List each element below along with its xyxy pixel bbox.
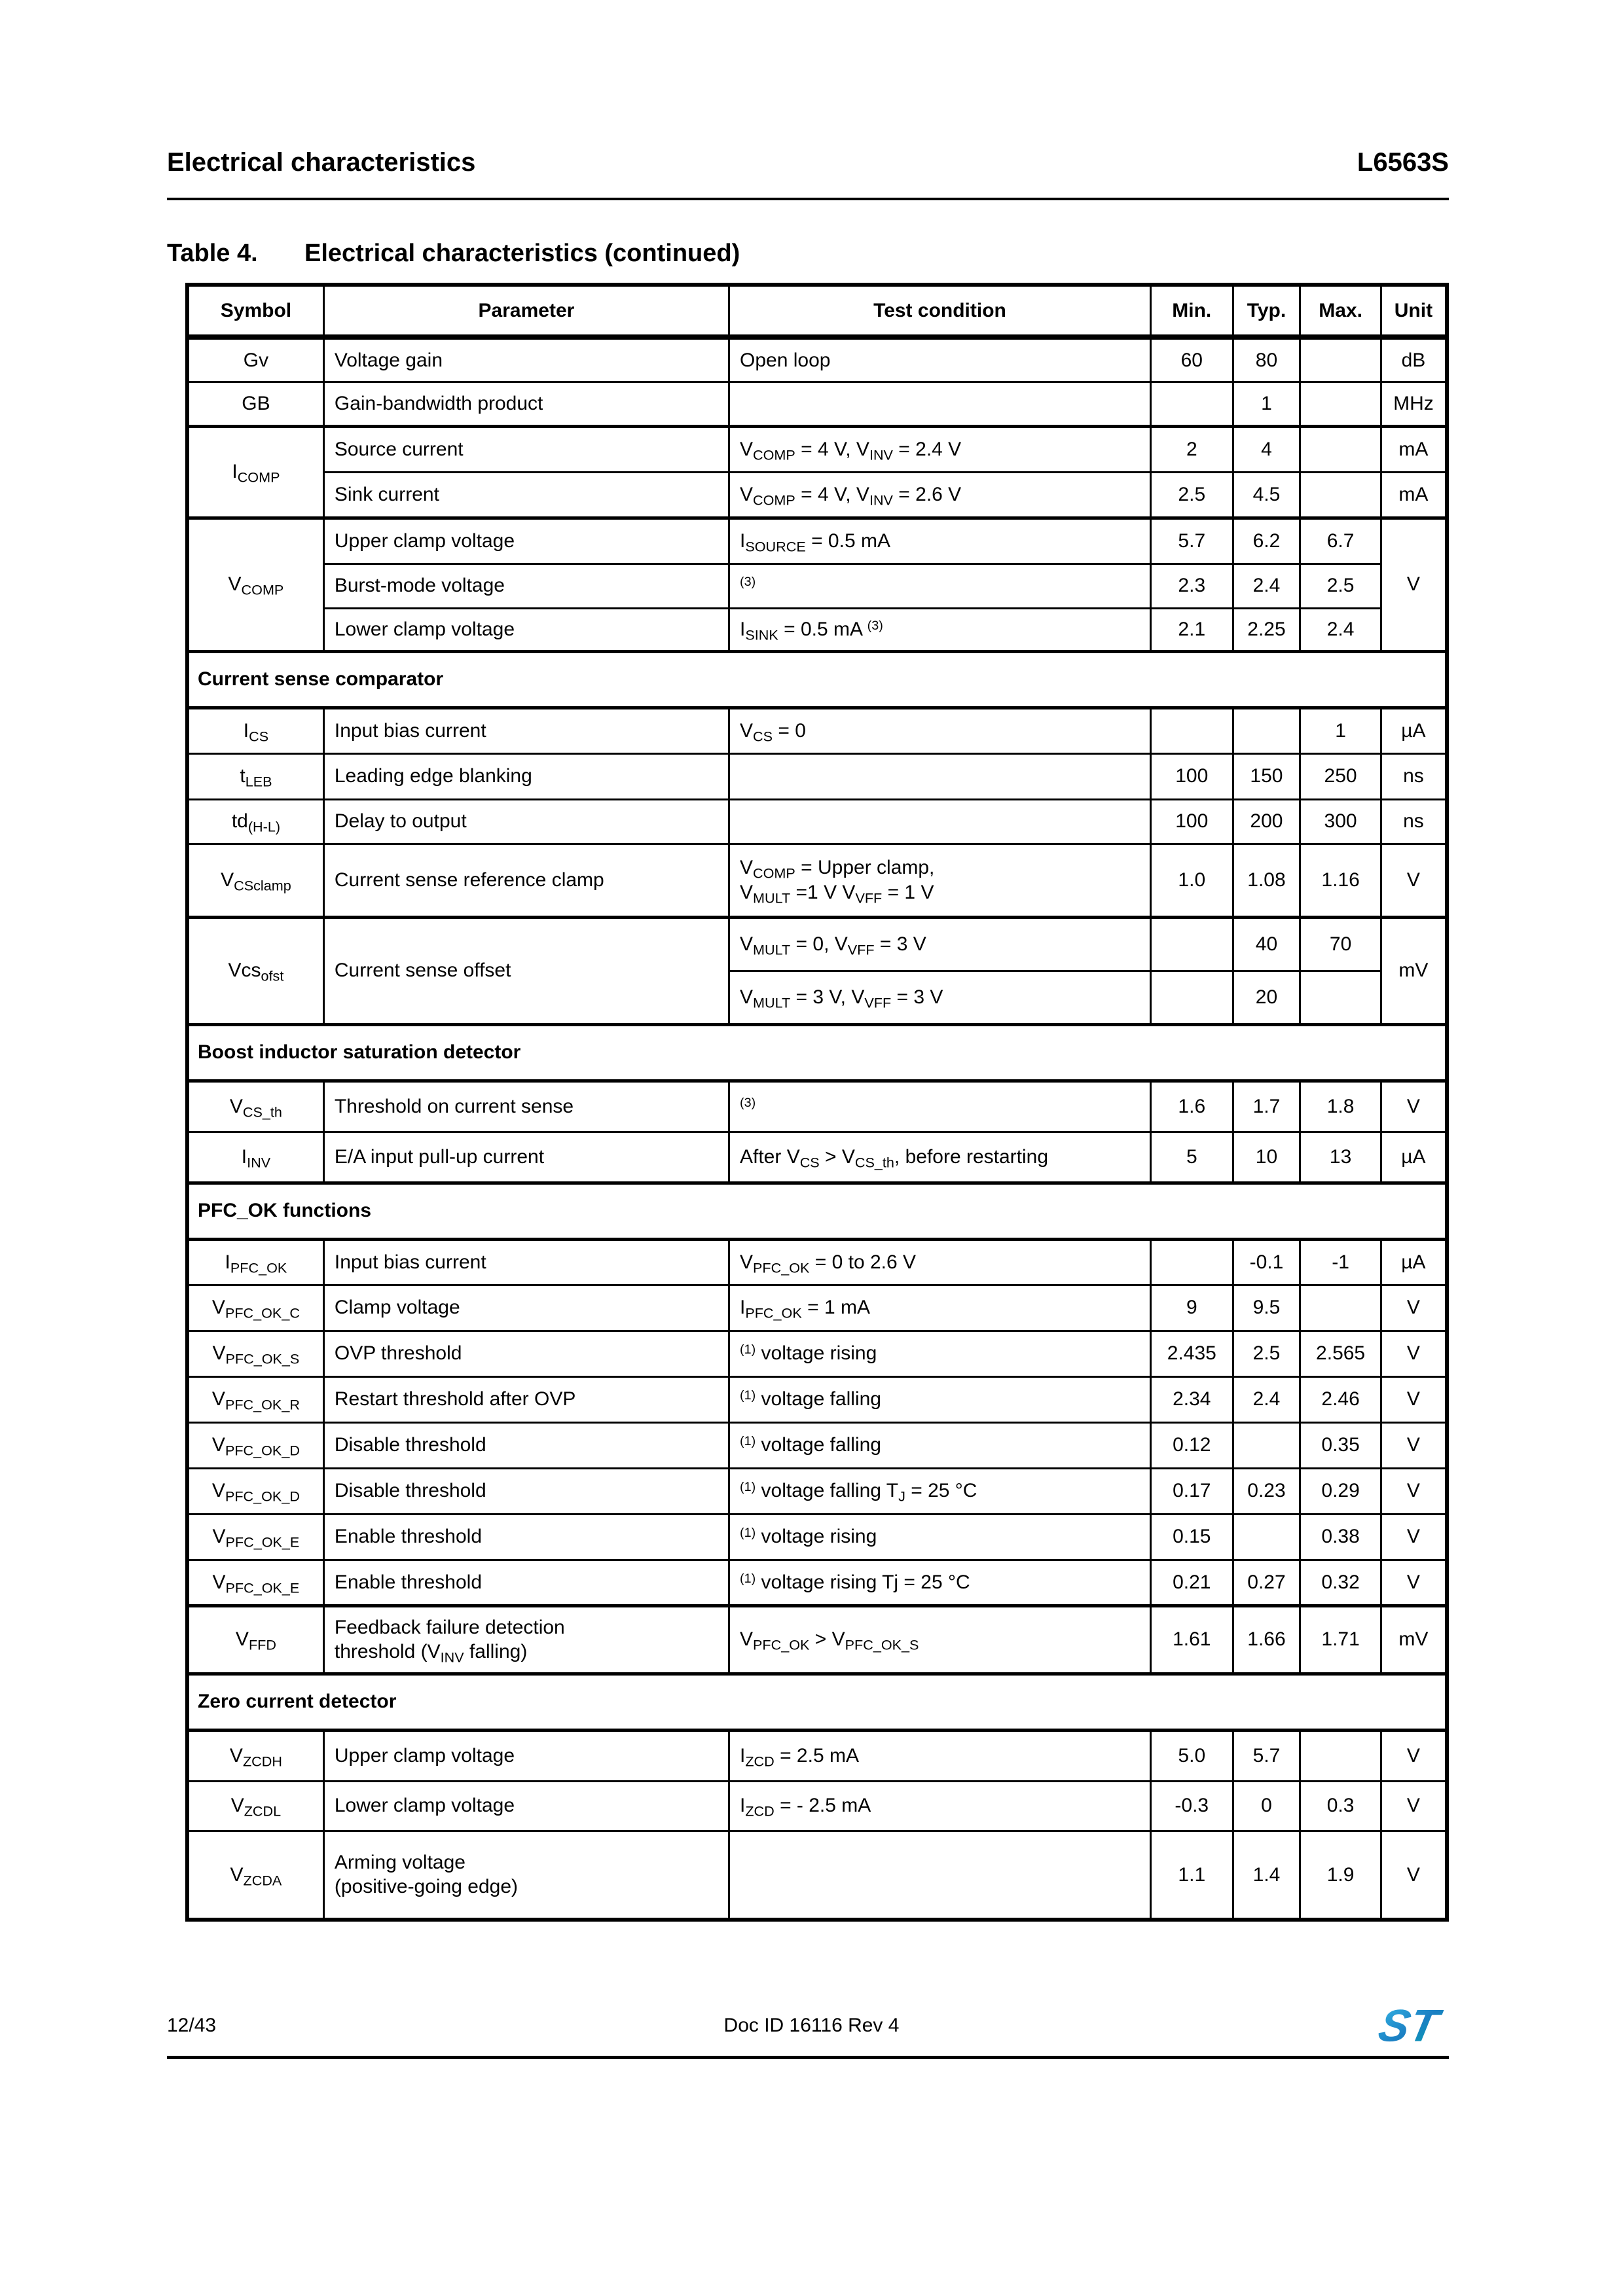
- table-row: [187, 753, 1447, 799]
- cell-unit: V: [1381, 1376, 1447, 1422]
- cell-symbol: $V_{CSclamp}$: [187, 844, 323, 917]
- cell-test-condition: [729, 382, 1151, 426]
- cell-test-condition: After $V_{CS} > V_{CS\_th}$, before restarting: [729, 1132, 1151, 1183]
- cell-test-condition: $I_{PFC\_OK} = 1$ mA: [729, 1285, 1151, 1331]
- cell-test-condition: $I_{SINK} = 0.5$ mA $^{(3)}$: [729, 608, 1151, 651]
- cell-symbol: $V_{PFC\_OK\_D}$: [187, 1468, 323, 1514]
- cell-unit: V: [1381, 1560, 1447, 1605]
- cell-parameter: Upper clamp voltage: [323, 1730, 729, 1781]
- cell-max: 1.16: [1300, 844, 1381, 917]
- cell-min: 100: [1150, 753, 1233, 799]
- cell-typ: 40: [1233, 917, 1300, 971]
- cell-test-condition: [729, 1831, 1151, 1920]
- table-row: [187, 1468, 1447, 1514]
- table-row: [187, 564, 1447, 608]
- cell-typ: 1.7: [1233, 1081, 1300, 1132]
- cell-parameter: Clamp voltage: [323, 1285, 729, 1331]
- cell-typ: 2.5: [1233, 1331, 1300, 1376]
- cell-min: 1.6: [1150, 1081, 1233, 1132]
- cell-min: 100: [1150, 799, 1233, 844]
- cell-test-condition: $^{(1)}$ voltage falling: [729, 1422, 1151, 1468]
- cell-unit: ns: [1381, 799, 1447, 844]
- cell-test-condition: $V_{MULT} = 0$, $V_{VFF} = 3$ V: [729, 917, 1151, 971]
- table-row: [187, 1781, 1447, 1831]
- cell-min: 2.435: [1150, 1331, 1233, 1376]
- cell-typ: 4.5: [1233, 472, 1300, 518]
- cell-parameter: Disable threshold: [323, 1422, 729, 1468]
- cell-unit: mV: [1381, 917, 1447, 1024]
- table-row: [187, 1730, 1447, 1781]
- cell-parameter: Leading edge blanking: [323, 753, 729, 799]
- cell-parameter: Lower clamp voltage: [323, 608, 729, 651]
- cell-unit: µA: [1381, 708, 1447, 753]
- cell-test-condition: $^{(1)}$ voltage rising: [729, 1514, 1151, 1560]
- cell-max: [1300, 971, 1381, 1024]
- cell-typ: -0.1: [1233, 1239, 1300, 1285]
- cell-parameter: Disable threshold: [323, 1468, 729, 1514]
- cell-symbol: $td_{(H-L)}$: [187, 799, 323, 844]
- cell-min: 5: [1150, 1132, 1233, 1183]
- cell-max: 0.38: [1300, 1514, 1381, 1560]
- cell-test-condition: $V_{COMP}$ = Upper clamp, $V_{MULT} =1$ V $V_{VFF} = 1$ V: [729, 844, 1151, 917]
- cell-symbol: $V_{ZCDH}$: [187, 1730, 323, 1781]
- table-row: [187, 472, 1447, 518]
- cell-typ: 2.4: [1233, 1376, 1300, 1422]
- cell-max: 2.5: [1300, 564, 1381, 608]
- cell-min: 5.0: [1150, 1730, 1233, 1781]
- page-header-part-number: L6563S: [1357, 148, 1449, 177]
- cell-typ: 4: [1233, 426, 1300, 472]
- cell-min: 0.17: [1150, 1468, 1233, 1514]
- footer-rule: [167, 2056, 1449, 2059]
- cell-symbol: $I_{PFC\_OK}$: [187, 1239, 323, 1285]
- cell-unit: V: [1381, 1831, 1447, 1920]
- cell-min: [1150, 1239, 1233, 1285]
- cell-parameter: Feedback failure detection threshold ($V_{INV}$ falling): [323, 1605, 729, 1674]
- cell-test-condition: (3): [729, 1081, 1151, 1132]
- section-row: [187, 1183, 1447, 1239]
- cell-parameter: Gain-bandwidth product: [323, 382, 729, 426]
- cell-unit: V: [1381, 1781, 1447, 1831]
- cell-typ: 1.66: [1233, 1605, 1300, 1674]
- cell-max: 250: [1300, 753, 1381, 799]
- cell-max: 300: [1300, 799, 1381, 844]
- cell-max: [1300, 472, 1381, 518]
- cell-parameter: Sink current: [323, 472, 729, 518]
- cell-max: [1300, 1285, 1381, 1331]
- cell-unit: mA: [1381, 472, 1447, 518]
- cell-unit: V: [1381, 1331, 1447, 1376]
- cell-parameter: E/A input pull-up current: [323, 1132, 729, 1183]
- electrical-characteristics-table: [185, 283, 1449, 1922]
- cell-symbol: $t_{LEB}$: [187, 753, 323, 799]
- cell-typ: 0.23: [1233, 1468, 1300, 1514]
- cell-unit: mA: [1381, 426, 1447, 472]
- cell-parameter: Enable threshold: [323, 1514, 729, 1560]
- cell-max: 0.32: [1300, 1560, 1381, 1605]
- cell-min: 1.61: [1150, 1605, 1233, 1674]
- col-header-test-condition: Test condition: [729, 285, 1151, 337]
- cell-min: [1150, 382, 1233, 426]
- cell-test-condition: $^{(1)}$ voltage falling $T_J = 25$ °C: [729, 1468, 1151, 1514]
- cell-test-condition: $^{(1)}$ voltage rising: [729, 1331, 1151, 1376]
- cell-typ: 10: [1233, 1132, 1300, 1183]
- section-row: [187, 1024, 1447, 1081]
- table-row: [187, 1831, 1447, 1920]
- cell-parameter: Burst-mode voltage: [323, 564, 729, 608]
- cell-symbol: $V_{ZCDL}$: [187, 1781, 323, 1831]
- cell-max: 70: [1300, 917, 1381, 971]
- cell-min: 0.12: [1150, 1422, 1233, 1468]
- cell-max: 13: [1300, 1132, 1381, 1183]
- cell-min: 60: [1150, 337, 1233, 382]
- section-title: Zero current detector: [187, 1674, 1447, 1730]
- cell-parameter: Lower clamp voltage: [323, 1781, 729, 1831]
- table-row: [187, 608, 1447, 651]
- cell-max: [1300, 337, 1381, 382]
- cell-test-condition: $V_{COMP} = 4$ V, $V_{INV} = 2.4$ V: [729, 426, 1151, 472]
- cell-test-condition: $I_{SOURCE} = 0.5$ mA: [729, 518, 1151, 564]
- cell-max: 1: [1300, 708, 1381, 753]
- cell-test-condition: [729, 799, 1151, 844]
- cell-test-condition: Open loop: [729, 337, 1151, 382]
- cell-min: 2: [1150, 426, 1233, 472]
- col-header-symbol: Symbol: [187, 285, 323, 337]
- st-logo: [1373, 2000, 1446, 2051]
- cell-test-condition: $^{(1)}$ voltage rising Tj = 25 °C: [729, 1560, 1151, 1605]
- table-row: [187, 1376, 1447, 1422]
- cell-typ: 9.5: [1233, 1285, 1300, 1331]
- cell-symbol: $I_{INV}$: [187, 1132, 323, 1183]
- cell-typ: 200: [1233, 799, 1300, 844]
- cell-typ: 80: [1233, 337, 1300, 382]
- cell-symbol: $V_{FFD}$: [187, 1605, 323, 1674]
- table-label: Table 4.: [167, 240, 258, 267]
- cell-typ: 1: [1233, 382, 1300, 426]
- cell-test-condition: $^{(1)}$ voltage falling: [729, 1376, 1151, 1422]
- cell-unit: V: [1381, 1730, 1447, 1781]
- cell-min: [1150, 708, 1233, 753]
- cell-min: 2.1: [1150, 608, 1233, 651]
- table-title: Electrical characteristics (continued): [304, 240, 740, 267]
- table-row: [187, 1514, 1447, 1560]
- cell-symbol: Vcs$_{ofst}$: [187, 917, 323, 1024]
- cell-symbol: $V_{PFC\_OK\_C}$: [187, 1285, 323, 1331]
- cell-unit: V: [1381, 1285, 1447, 1331]
- cell-min: 9: [1150, 1285, 1233, 1331]
- cell-symbol: $V_{CS\_th}$: [187, 1081, 323, 1132]
- cell-min: -0.3: [1150, 1781, 1233, 1831]
- table-row: [187, 1605, 1447, 1674]
- cell-max: 6.7: [1300, 518, 1381, 564]
- cell-test-condition: $I_{ZCD}$ = - 2.5 mA: [729, 1781, 1151, 1831]
- cell-unit: V: [1381, 844, 1447, 917]
- cell-parameter: Restart threshold after OVP: [323, 1376, 729, 1422]
- section-row: [187, 651, 1447, 708]
- table-row: [187, 1081, 1447, 1132]
- col-header-max: Max.: [1300, 285, 1381, 337]
- section-title: PFC_OK functions: [187, 1183, 1447, 1239]
- cell-test-condition: $V_{PFC\_OK} > V_{PFC\_OK\_S}$: [729, 1605, 1151, 1674]
- table-row: [187, 1331, 1447, 1376]
- table-row: [187, 1239, 1447, 1285]
- table-row: [187, 1132, 1447, 1183]
- cell-unit: V: [1381, 1081, 1447, 1132]
- cell-test-condition: $V_{CS} = 0$: [729, 708, 1151, 753]
- cell-parameter: Input bias current: [323, 1239, 729, 1285]
- col-header-typ: Typ.: [1233, 285, 1300, 337]
- cell-min: 0.21: [1150, 1560, 1233, 1605]
- cell-unit: V: [1381, 1468, 1447, 1514]
- cell-symbol: $V_{PFC\_OK\_E}$: [187, 1514, 323, 1560]
- col-header-min: Min.: [1150, 285, 1233, 337]
- cell-parameter: Enable threshold: [323, 1560, 729, 1605]
- cell-parameter: Input bias current: [323, 708, 729, 753]
- cell-symbol: Gv: [187, 337, 323, 382]
- cell-min: 1.0: [1150, 844, 1233, 917]
- cell-typ: 2.4: [1233, 564, 1300, 608]
- cell-symbol: $V_{PFC\_OK\_R}$: [187, 1376, 323, 1422]
- cell-symbol: $I_{COMP}$: [187, 426, 323, 518]
- cell-parameter: Voltage gain: [323, 337, 729, 382]
- cell-typ: [1233, 1514, 1300, 1560]
- cell-test-condition: $V_{PFC\_OK} = 0$ to 2.6 V: [729, 1239, 1151, 1285]
- cell-parameter: Threshold on current sense: [323, 1081, 729, 1132]
- cell-typ: [1233, 708, 1300, 753]
- cell-parameter: Current sense offset: [323, 917, 729, 1024]
- table-row: [187, 917, 1447, 971]
- cell-max: 2.565: [1300, 1331, 1381, 1376]
- table-row: [187, 1560, 1447, 1605]
- cell-test-condition: $I_{ZCD} = 2.5$ mA: [729, 1730, 1151, 1781]
- cell-typ: 1.08: [1233, 844, 1300, 917]
- cell-unit: dB: [1381, 337, 1447, 382]
- cell-typ: [1233, 1422, 1300, 1468]
- cell-typ: 2.25: [1233, 608, 1300, 651]
- footer-doc-id: Doc ID 16116 Rev 4: [723, 2015, 900, 2036]
- cell-test-condition: $V_{COMP} = 4$ V, $V_{INV} = 2.6$ V: [729, 472, 1151, 518]
- cell-unit: V: [1381, 1514, 1447, 1560]
- cell-symbol: $I_{CS}$: [187, 708, 323, 753]
- table-row: [187, 1285, 1447, 1331]
- cell-max: 0.29: [1300, 1468, 1381, 1514]
- cell-min: [1150, 917, 1233, 971]
- section-title: Current sense comparator: [187, 651, 1447, 708]
- cell-symbol: $V_{ZCDA}$: [187, 1831, 323, 1920]
- cell-max: 2.46: [1300, 1376, 1381, 1422]
- table-row: [187, 708, 1447, 753]
- cell-unit: ns: [1381, 753, 1447, 799]
- cell-max: [1300, 382, 1381, 426]
- cell-test-condition: (3): [729, 564, 1151, 608]
- cell-unit: mV: [1381, 1605, 1447, 1674]
- table-row: [187, 426, 1447, 472]
- table-row: [187, 382, 1447, 426]
- cell-typ: 20: [1233, 971, 1300, 1024]
- page-header-section: Electrical characteristics: [167, 148, 476, 177]
- cell-test-condition: $V_{MULT} = 3$ V, $V_{VFF} = 3$ V: [729, 971, 1151, 1024]
- footer-page-number: 12/43: [167, 2015, 217, 2036]
- table-header-row: [187, 285, 1447, 337]
- col-header-parameter: Parameter: [323, 285, 729, 337]
- cell-unit: µA: [1381, 1239, 1447, 1285]
- cell-max: 2.4: [1300, 608, 1381, 651]
- cell-min: [1150, 971, 1233, 1024]
- col-header-unit: Unit: [1381, 285, 1447, 337]
- cell-symbol: $V_{PFC\_OK\_S}$: [187, 1331, 323, 1376]
- header-rule: [167, 198, 1449, 200]
- cell-unit: µA: [1381, 1132, 1447, 1183]
- svg-text:ST: ST: [1374, 2000, 1443, 2051]
- cell-min: 2.34: [1150, 1376, 1233, 1422]
- cell-max: [1300, 1730, 1381, 1781]
- cell-typ: 0: [1233, 1781, 1300, 1831]
- cell-parameter: OVP threshold: [323, 1331, 729, 1376]
- section-row: [187, 1674, 1447, 1730]
- cell-unit: V: [1381, 1422, 1447, 1468]
- cell-parameter: Upper clamp voltage: [323, 518, 729, 564]
- table-row: [187, 1422, 1447, 1468]
- cell-unit: MHz: [1381, 382, 1447, 426]
- cell-parameter: Source current: [323, 426, 729, 472]
- cell-max: 1.71: [1300, 1605, 1381, 1674]
- cell-min: 2.5: [1150, 472, 1233, 518]
- cell-typ: 150: [1233, 753, 1300, 799]
- cell-typ: 0.27: [1233, 1560, 1300, 1605]
- cell-test-condition: [729, 753, 1151, 799]
- cell-parameter: Arming voltage (positive-going edge): [323, 1831, 729, 1920]
- cell-min: 0.15: [1150, 1514, 1233, 1560]
- cell-typ: 5.7: [1233, 1730, 1300, 1781]
- cell-symbol: $V_{PFC\_OK\_E}$: [187, 1560, 323, 1605]
- cell-max: 0.35: [1300, 1422, 1381, 1468]
- cell-unit: V: [1381, 518, 1447, 651]
- section-title: Boost inductor saturation detector: [187, 1024, 1447, 1081]
- cell-typ: 6.2: [1233, 518, 1300, 564]
- cell-typ: 1.4: [1233, 1831, 1300, 1920]
- cell-max: 1.8: [1300, 1081, 1381, 1132]
- cell-min: 1.1: [1150, 1831, 1233, 1920]
- table-row: [187, 799, 1447, 844]
- cell-symbol: $V_{PFC\_OK\_D}$: [187, 1422, 323, 1468]
- table-row: [187, 337, 1447, 382]
- cell-parameter: Current sense reference clamp: [323, 844, 729, 917]
- cell-symbol: GB: [187, 382, 323, 426]
- cell-min: 2.3: [1150, 564, 1233, 608]
- cell-max: [1300, 426, 1381, 472]
- cell-max: 1.9: [1300, 1831, 1381, 1920]
- cell-max: 0.3: [1300, 1781, 1381, 1831]
- cell-parameter: Delay to output: [323, 799, 729, 844]
- table-row: [187, 518, 1447, 564]
- table-row: [187, 844, 1447, 917]
- cell-max: -1: [1300, 1239, 1381, 1285]
- cell-min: 5.7: [1150, 518, 1233, 564]
- cell-symbol: $V_{COMP}$: [187, 518, 323, 651]
